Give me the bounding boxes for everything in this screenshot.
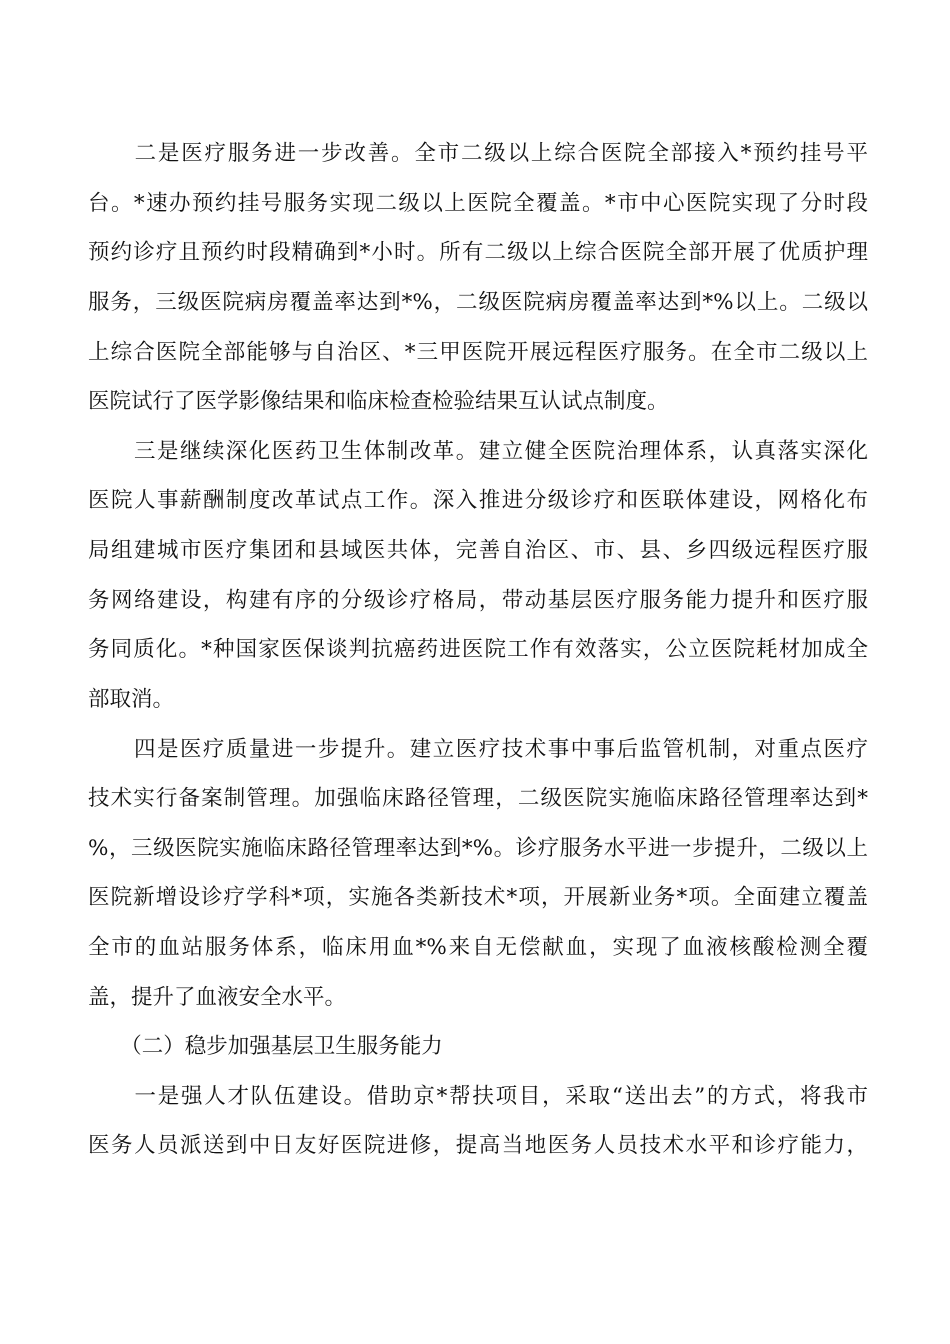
text-line: 部取消。 <box>88 687 175 712</box>
text-line: 服务，三级医院病房覆盖率达到*%，二级医院病房覆盖率达到*%以上。二级以 <box>88 290 868 315</box>
text-line: 务网络建设，构建有序的分级诊疗格局，带动基层医疗服务能力提升和医疗服 <box>88 588 868 613</box>
text-line: 台。*速办预约挂号服务实现二级以上医院全覆盖。*市中心医院实现了分时段 <box>88 191 868 216</box>
text-line: 上综合医院全部能够与自治区、*三甲医院开展远程医疗服务。在全市二级以上 <box>88 340 868 365</box>
text-line: 医务人员派送到中日友好医院进修，提高当地医务人员技术水平和诊疗能力， <box>88 1133 868 1158</box>
text-line: 局组建城市医疗集团和县域医共体，完善自治区、市、县、乡四级远程医疗服 <box>88 538 868 563</box>
text-line: 务同质化。*种国家医保谈判抗癌药进医院工作有效落实，公立医院耗材加成全 <box>88 637 868 662</box>
text-line: 四是医疗质量进一步提升。建立医疗技术事中事后监管机制，对重点医疗 <box>88 737 868 762</box>
text-line: 预约诊疗且预约时段精确到*小时。所有二级以上综合医院全部开展了优质护理 <box>88 240 868 265</box>
text-line: 医院试行了医学影像结果和临床检查检验结果互认试点制度。 <box>88 389 669 414</box>
text-line: 技术实行备案制管理。加强临床路径管理，二级医院实施临床路径管理率达到* <box>88 786 868 811</box>
text-line: %，三级医院实施临床路径管理率达到*%。诊疗服务水平进一步提升，二级以上 <box>88 836 868 861</box>
text-line: 医院新增设诊疗学科*项，实施各类新技术*项，开展新业务*项。全面建立覆盖 <box>88 885 868 910</box>
text-line: 三是继续深化医药卫生体制改革。建立健全医院治理体系，认真落实深化 <box>88 439 868 464</box>
text-line: 全市的血站服务体系，临床用血*%来自无偿献血，实现了血液核酸检测全覆 <box>88 935 868 960</box>
text-line: 一是强人才队伍建设。借助京*帮扶项目，采取“送出去”的方式，将我市 <box>88 1084 868 1109</box>
text-line: 二是医疗服务进一步改善。全市二级以上综合医院全部接入*预约挂号平 <box>88 141 868 166</box>
text-line: 医院人事薪酬制度改革试点工作。深入推进分级诊疗和医联体建设，网格化布 <box>88 488 868 513</box>
text-line: 盖，提升了血液安全水平。 <box>88 985 347 1010</box>
section-heading: （二）稳步加强基层卫生服务能力 <box>88 1034 443 1059</box>
